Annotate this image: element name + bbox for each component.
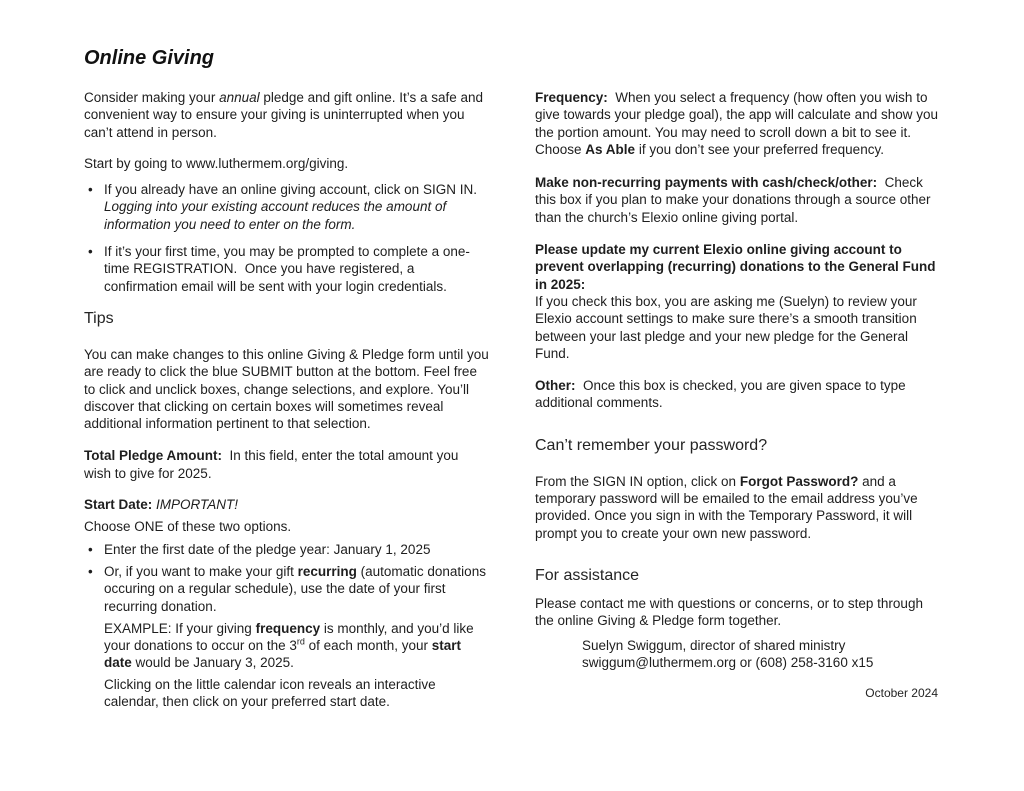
tips-heading: Tips — [84, 309, 114, 327]
password-heading: Can’t remember your password? — [535, 436, 768, 454]
example-paragraph: EXAMPLE: If your giving frequency is monthly, and you’d like your donations to occur on the 3rd of each month, your start date would be January 3, 2025. — [104, 620, 474, 671]
password-paragraph: From the SIGN IN option, click on Forgot Password? and a temporary password will be emailed to the email address you’ve provided. Once you sign in with the Temporary Password, it will prompt you to create your own new password. — [535, 473, 918, 541]
assistance-paragraph: Please contact me with questions or concerns, or to step through the online Giving & Pledge form together. — [535, 595, 923, 629]
options-detail-block — [84, 620, 489, 710]
tips-paragraph: You can make changes to this online Giving & Pledge form until you are ready to click the blue SUBMIT button at the bottom. Feel free to click and unclick boxes, change selections, and explore. You’ll discover that clicking on certain boxes will sometimes reveal additional information pertinent to that selection. — [84, 346, 489, 432]
contact-email-line: swiggum@luthermem.org or (608) 258-3160 x15 — [582, 654, 874, 670]
total-pledge-paragraph: Total Pledge Amount: In this field, enter the total amount you wish to give for 2025. — [84, 448, 459, 481]
contact-name-line: Suelyn Swiggum, director of shared ministry — [582, 637, 846, 653]
list-item-pledge-year-date: • Enter the first date of the pledge year: January 1, 2025 — [104, 541, 489, 558]
start-url-line: Start by going to www.luthermem.org/giving. — [84, 155, 349, 171]
start-date-options-list — [84, 541, 489, 615]
assistance-heading: For assistance — [535, 566, 640, 584]
other-paragraph: Other: Once this box is checked, you are given space to type additional comments. — [535, 378, 906, 411]
start-date-label: Start Date: IMPORTANT! — [84, 497, 239, 513]
list-item-recurring-date: • Or, if you want to make your gift recurring (automatic donations occuring on a regular schedule), use the date of your first recurring donation. — [104, 563, 489, 615]
frequency-paragraph: Frequency: When you select a frequency (how often you wish to give towards your pledge goal), the app will calculate and show you the portion amount. You may need to scroll down a bit to see it. Choose As Able if you don’t see your preferred frequency. — [535, 90, 938, 157]
contact-block — [582, 637, 940, 672]
non-recurring-paragraph: Make non-recurring payments with cash/check/other: Check this box if you plan to make your donations through a source other than the church’s Elexio online giving portal. — [535, 175, 931, 225]
list-item-registration: • If it’s your first time, you may be prompted to complete a one-time REGISTRATION. Once you have registered, a confirmation email will be sent with your login credentials. — [104, 243, 489, 295]
footer-date: October 2024 — [865, 686, 938, 700]
list-item-signin: • If you already have an online giving account, click on SIGN IN. Logging into your existing account reduces the amount of information you need to enter on the form. — [104, 181, 489, 233]
choose-options-line: Choose ONE of these two options. — [84, 519, 292, 535]
elexio-update-paragraph: Please update my current Elexio online giving account to prevent overlapping (recurring) donations to the General Fund in 2025: If you check this box, you are asking me (Suelyn) to review your Elexio account settings to make sure there’s a smooth transition between your last pledge and your new pledge for the General Fund. — [535, 242, 936, 361]
right-column — [535, 46, 940, 710]
page-title: Online Giving — [84, 47, 215, 69]
calendar-note-paragraph: Clicking on the little calendar icon reveals an interactive calendar, then click on your preferred start date. — [104, 676, 436, 710]
intro-paragraph: Consider making your annual pledge and gift online. It’s a safe and convenient way to ensure your giving is uninterrupted when you can’t attend in person. — [84, 90, 484, 140]
left-column — [84, 46, 489, 710]
signin-registration-list — [84, 181, 489, 295]
